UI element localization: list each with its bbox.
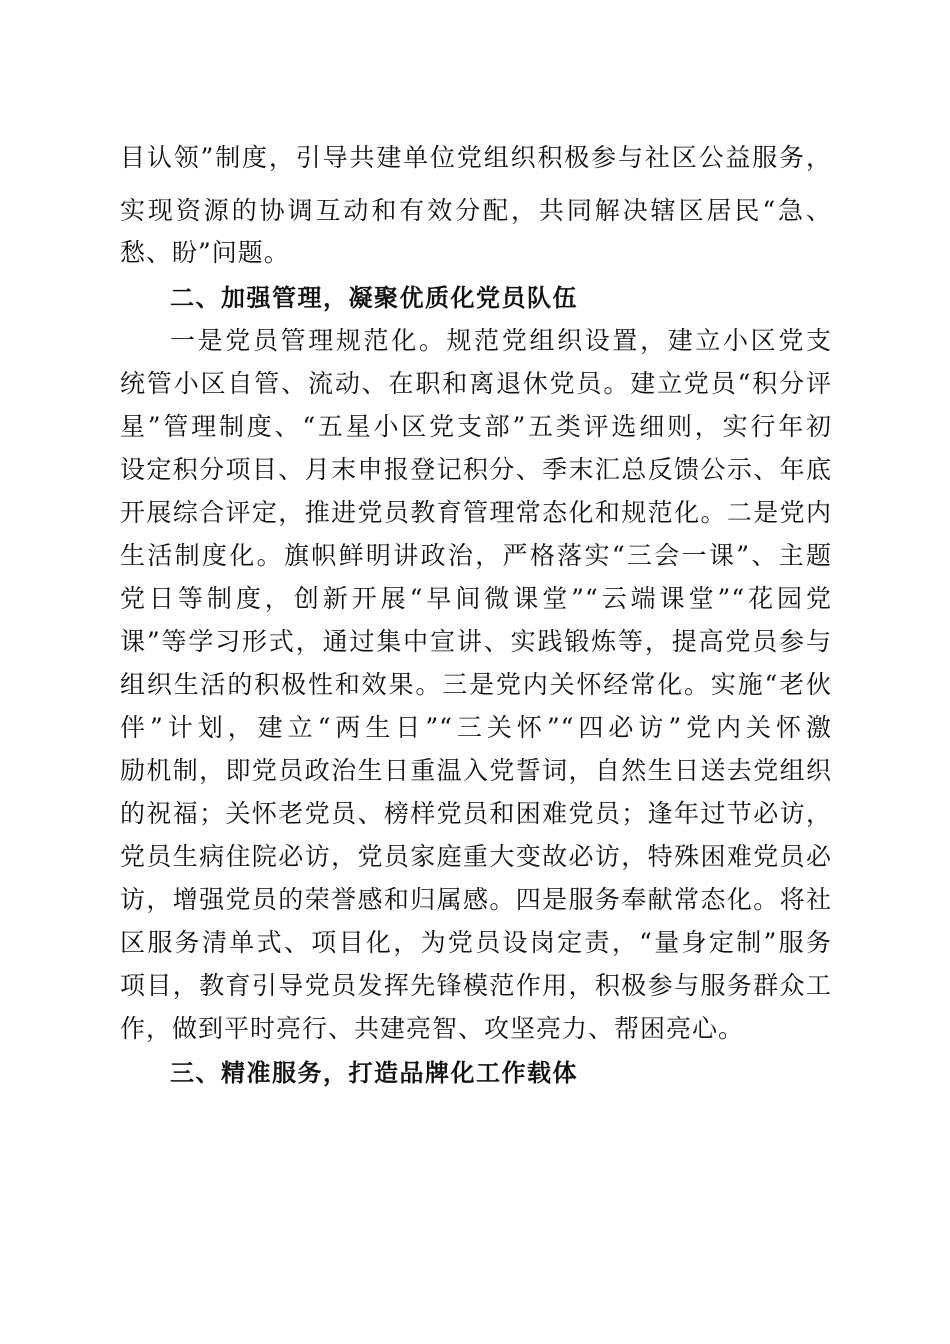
paragraph-1-line-3: 愁、盼”问题。 xyxy=(120,238,290,267)
paragraph-2-line-17: 作，做到平时亮行、共建亮智、攻坚亮力、帮困亮心。 xyxy=(120,1014,745,1043)
paragraph-2-line-15: 区服务清单式、项目化，为党员设岗定责，“量身定制”服务 xyxy=(120,928,832,957)
paragraph-2-line-5: 开展综合评定，推进党员教育管理常态化和规范化。二是党内 xyxy=(120,498,832,527)
paragraph-2-line-10: 伴”计划，建立“两生日”“三关怀”“四必访”党内关怀激 xyxy=(120,713,832,742)
paragraph-1-line-1: 目认领”制度，引导共建单位党组织积极参与社区公益服务， xyxy=(120,143,832,172)
paragraph-2-line-3: 星”管理制度、“五星小区党支部”五类评选细则，实行年初 xyxy=(120,412,832,441)
paragraph-2-line-7: 党日等制度，创新开展“早间微课堂”“云端课堂”“花园党 xyxy=(120,584,832,613)
paragraph-2-line-9: 组织生活的积极性和效果。三是党内关怀经常化。实施“老伙 xyxy=(120,670,832,699)
section-heading-2: 二、加强管理，凝聚优质化党员队伍 xyxy=(170,284,578,312)
paragraph-2-line-16: 项目，教育引导党员发挥先锋模范作用，积极参与服务群众工 xyxy=(120,971,832,1000)
paragraph-2-line-8: 课”等学习形式，通过集中宣讲、实践锻炼等，提高党员参与 xyxy=(120,627,832,656)
paragraph-2-line-11: 励机制，即党员政治生日重温入党誓词，自然生日送去党组织 xyxy=(120,756,832,785)
paragraph-2-line-14: 访，增强党员的荣誉感和归属感。四是服务奉献常态化。将社 xyxy=(120,885,832,914)
paragraph-2-line-1: 一是党员管理规范化。规范党组织设置，建立小区党支 xyxy=(170,326,832,355)
paragraph-2-line-2: 统管小区自管、流动、在职和离退休党员。建立党员“积分评 xyxy=(120,369,832,398)
paragraph-2-line-4: 设定积分项目、月末申报登记积分、季末汇总反馈公示、年底 xyxy=(120,455,832,484)
section-heading-3: 三、精准服务，打造品牌化工作载体 xyxy=(170,1059,578,1087)
paragraph-2-line-6: 生活制度化。旗帜鲜明讲政治，严格落实“三会一课”、主题 xyxy=(120,541,832,570)
paragraph-2-line-12: 的祝福；关怀老党员、榜样党员和困难党员；逢年过节必访， xyxy=(120,799,832,828)
paragraph-1-line-2: 实现资源的协调互动和有效分配，共同解决辖区居民“急、 xyxy=(120,196,832,225)
paragraph-2-line-13: 党员生病住院必访，党员家庭重大变故必访，特殊困难党员必 xyxy=(120,842,832,871)
